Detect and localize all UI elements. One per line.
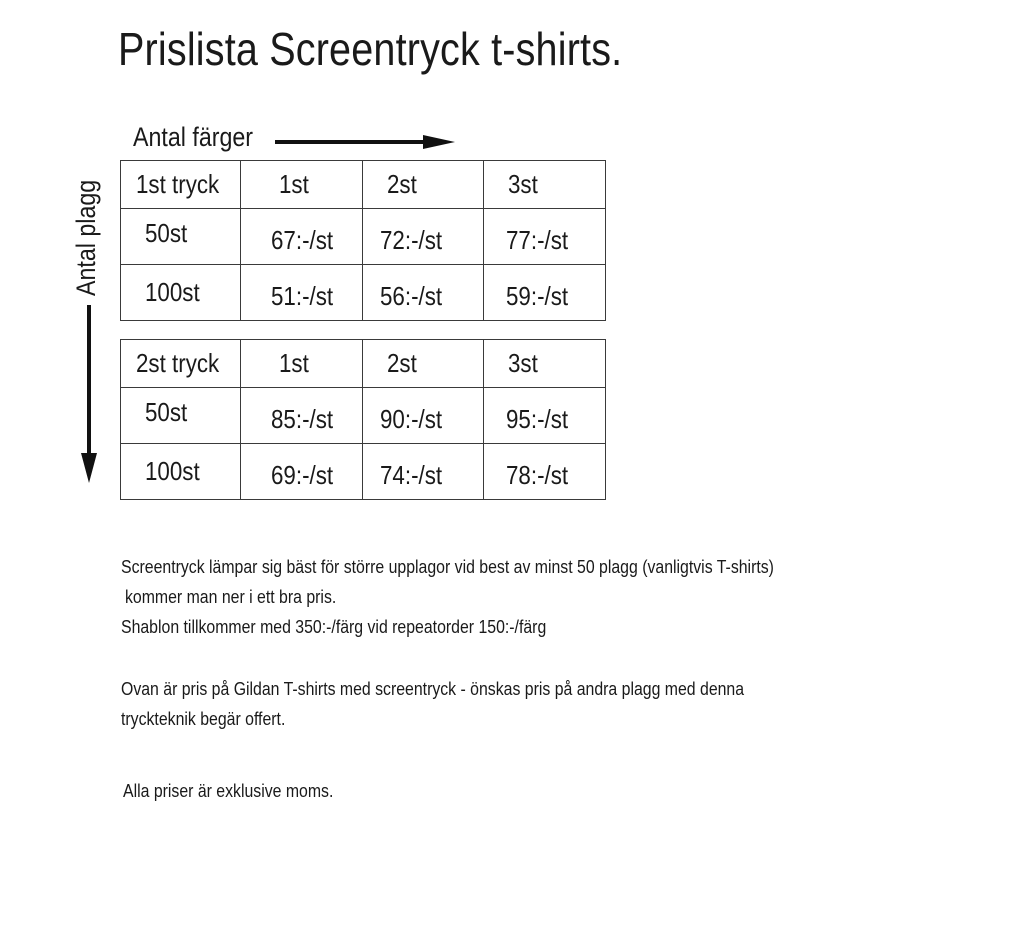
color-count-header: 2st <box>362 340 484 388</box>
price-cell: 85:-/st <box>241 388 363 444</box>
quantity-cell: 100st <box>121 444 241 500</box>
table-row <box>121 265 606 321</box>
note-text: kommer man ner i ett bra pris. <box>125 587 337 607</box>
note-text: Shablon tillkommer med 350:-/färg vid repeatorder 150:-/färg <box>121 617 547 637</box>
price-table-2-print <box>120 339 606 500</box>
price-cell: 59:-/st <box>484 265 606 321</box>
table-header-row <box>121 161 606 209</box>
print-count-header: 2st tryck <box>121 340 241 388</box>
price-cell: 67:-/st <box>241 209 363 265</box>
price-cell: 51:-/st <box>241 265 363 321</box>
color-count-header: 2st <box>362 161 484 209</box>
table-row <box>121 209 606 265</box>
price-cell: 95:-/st <box>484 388 606 444</box>
table-row <box>121 444 606 500</box>
price-table-1-print <box>120 160 606 321</box>
down-arrow-icon <box>80 305 98 483</box>
colors-axis-label: Antal färger <box>133 122 254 152</box>
color-count-header: 3st <box>484 340 606 388</box>
color-count-header: 1st <box>241 161 363 209</box>
price-cell: 69:-/st <box>241 444 363 500</box>
page-title: Prislista Screentryck t-shirts. <box>118 23 623 75</box>
price-cell: 77:-/st <box>484 209 606 265</box>
price-cell: 90:-/st <box>362 388 484 444</box>
note-text: Screentryck lämpar sig bäst för större upplagor vid best av minst 50 plagg (vanligtvis T-shirts) <box>121 557 774 577</box>
price-cell: 56:-/st <box>362 265 484 321</box>
garments-axis-label: Antal plagg <box>71 179 101 296</box>
color-count-header: 1st <box>241 340 363 388</box>
quantity-cell: 50st <box>121 209 241 265</box>
note-text: tryckteknik begär offert. <box>121 709 286 729</box>
vat-note: Alla priser är exklusive moms. <box>123 781 334 801</box>
right-arrow-icon <box>275 135 455 149</box>
price-cell: 78:-/st <box>484 444 606 500</box>
print-count-header: 1st tryck <box>121 161 241 209</box>
quantity-cell: 50st <box>121 388 241 444</box>
price-cell: 72:-/st <box>362 209 484 265</box>
color-count-header: 3st <box>484 161 606 209</box>
table-header-row <box>121 340 606 388</box>
quantity-cell: 100st <box>121 265 241 321</box>
table-row <box>121 388 606 444</box>
note-text: Ovan är pris på Gildan T-shirts med screentryck - önskas pris på andra plagg med denna <box>121 679 745 699</box>
price-cell: 74:-/st <box>362 444 484 500</box>
